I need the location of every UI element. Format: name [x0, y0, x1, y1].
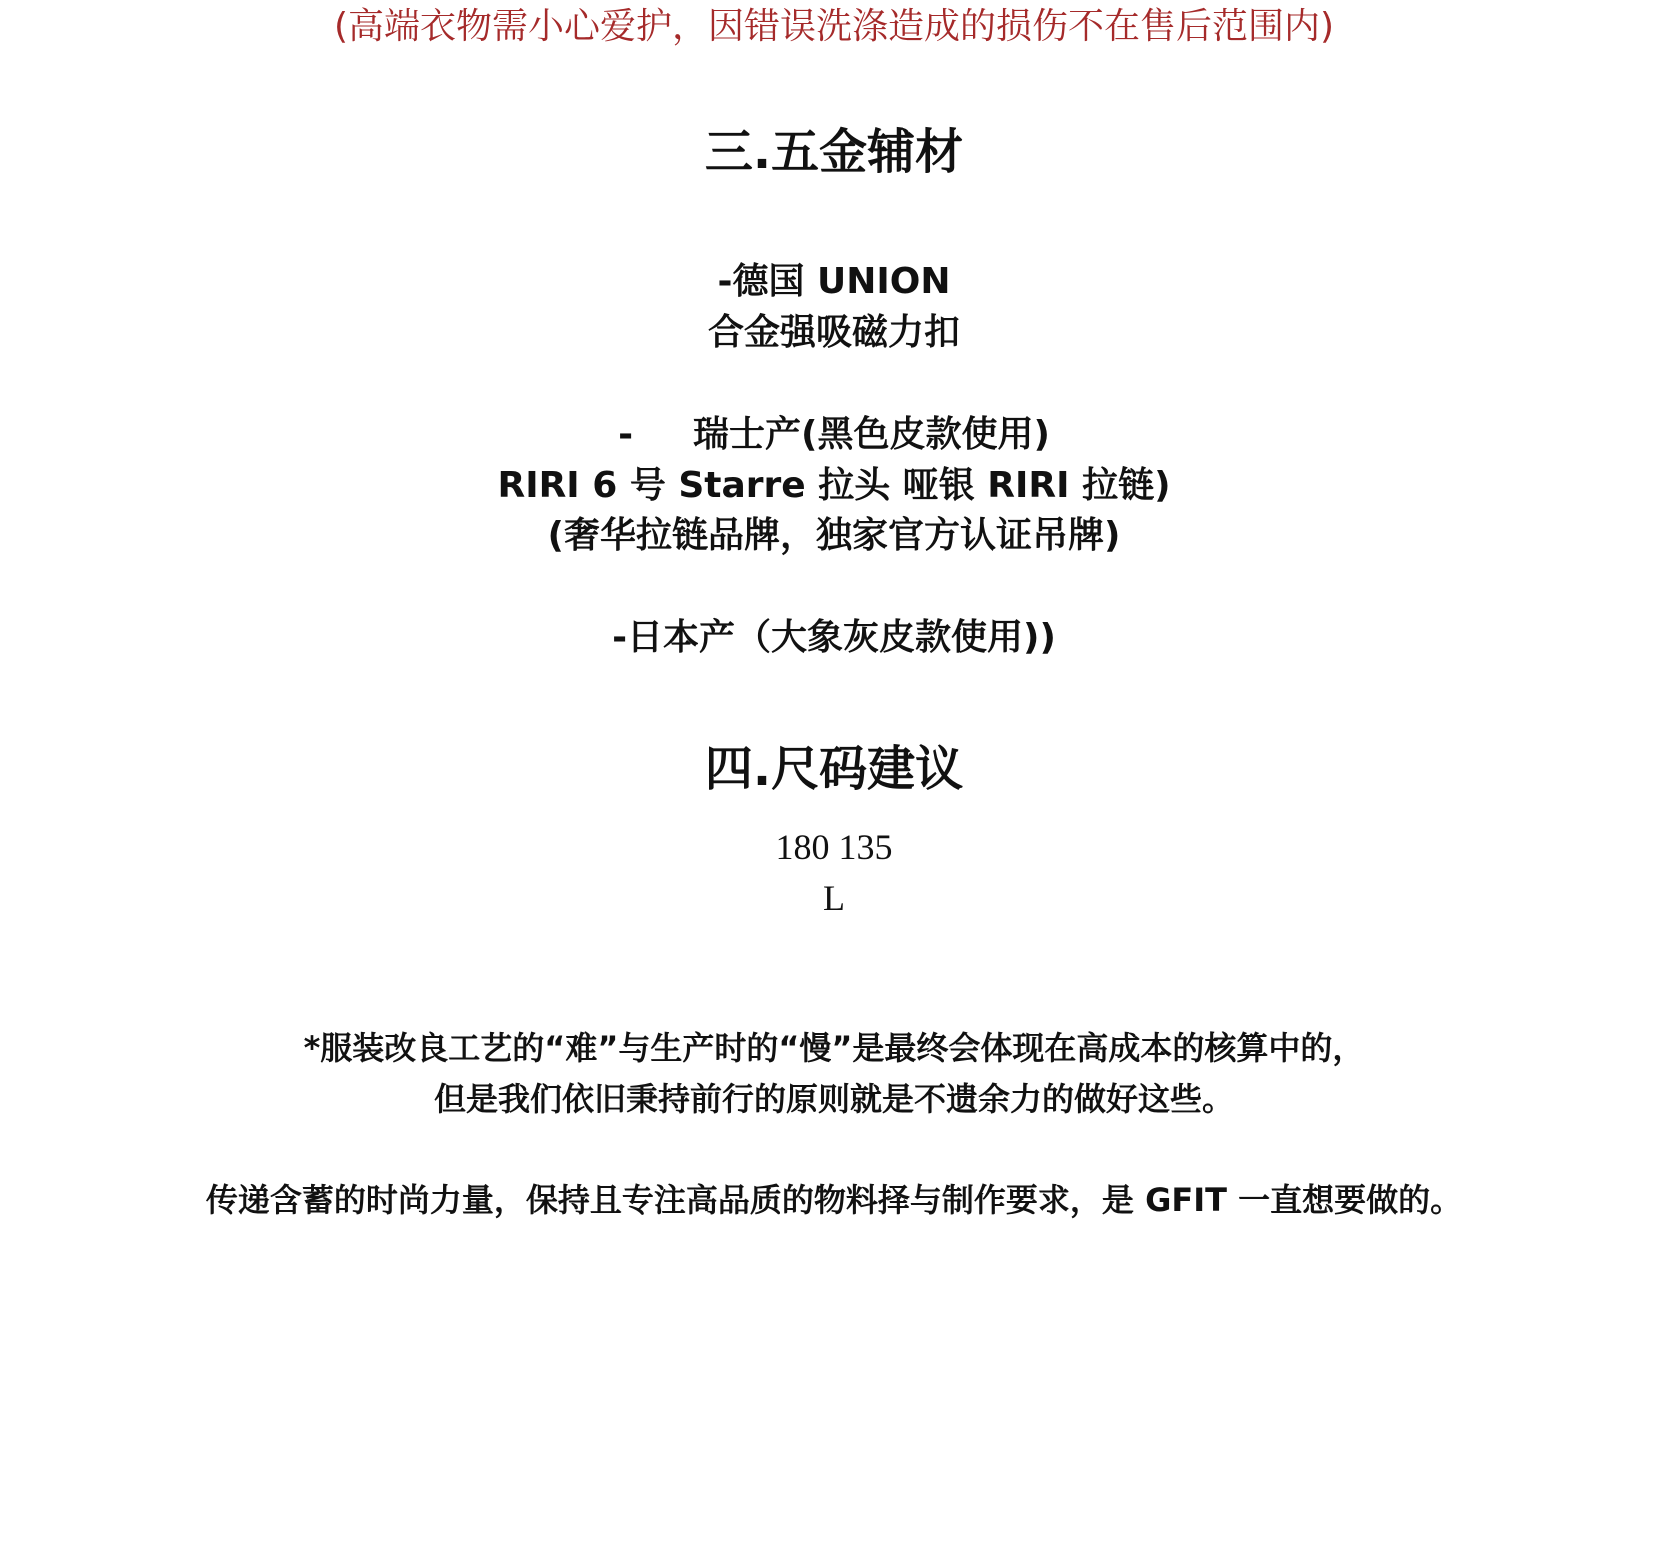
- germany-union-label: -德国 UNION: [717, 261, 951, 302]
- japan-origin-label: -日本产（大象灰皮款使用)): [612, 617, 1056, 658]
- riri-zipper-label: RIRI 6 号 Starre 拉头 哑银 RIRI 拉链): [497, 465, 1171, 506]
- care-warning-text: (高端衣物需小心爱护，因错误洗涤造成的损伤不在售后范围内): [333, 6, 1335, 47]
- swiss-dash: -: [618, 414, 634, 455]
- size-value: L: [823, 878, 845, 918]
- magnetic-buckle-label: 合金强吸磁力扣: [707, 312, 960, 353]
- size-advice-heading: 四.尺码建议: [704, 741, 964, 797]
- swiss-origin-line: [0, 410, 1668, 460]
- closing-note-line-1: *服装改良工艺的“难”与生产时的“慢”是最终会体现在高成本的核算中的，: [303, 1029, 1365, 1067]
- riri-brand-note: (奢华拉链品牌，独家官方认证吊牌): [547, 515, 1121, 556]
- hardware-section-heading: 三.五金辅材: [704, 124, 964, 180]
- swiss-origin-label: 瑞士产(黑色皮款使用): [693, 414, 1050, 455]
- brand-statement: 传递含蓄的时尚力量，保持且专注高品质的物料择与制作要求，是 GFIT 一直想要做的。: [205, 1181, 1463, 1219]
- size-measurement: 180 135: [775, 827, 893, 867]
- closing-note-line-2: 但是我们依旧秉持前行的原则就是不遗余力的做好这些。: [433, 1080, 1234, 1118]
